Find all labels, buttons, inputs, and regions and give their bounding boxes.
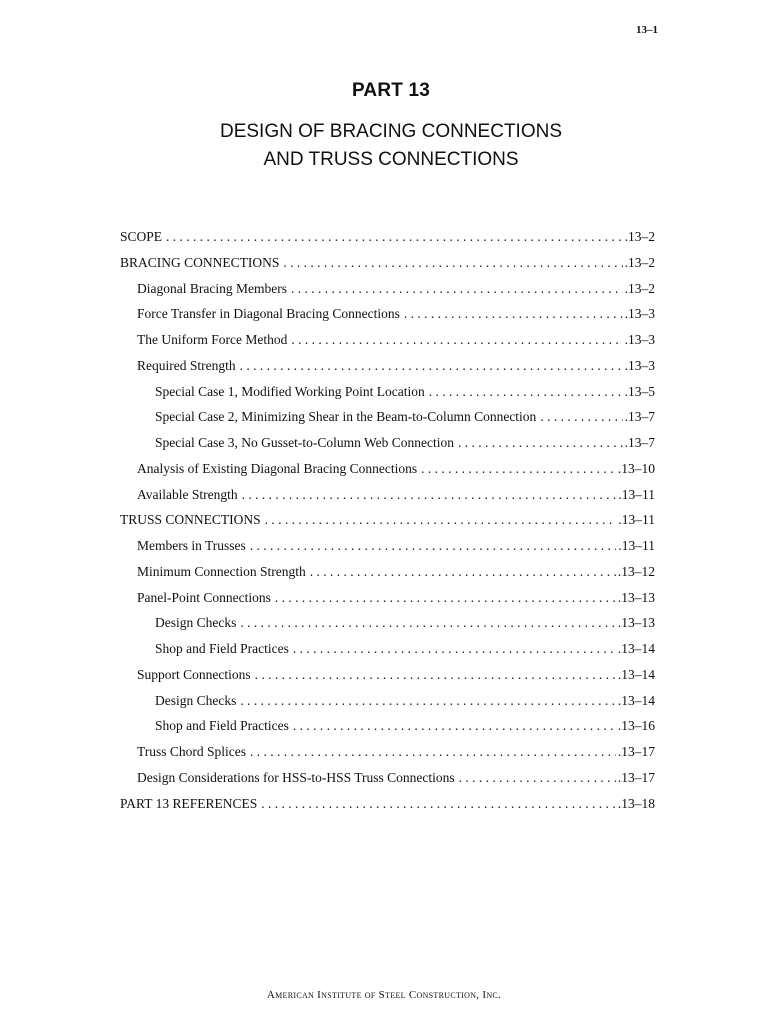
toc-dot-leader — [166, 229, 623, 245]
toc-entry-title: Special Case 1, Modified Working Point Location — [155, 383, 425, 399]
toc-entry — [120, 306, 655, 332]
toc-entry — [120, 487, 655, 513]
toc-entry — [120, 229, 655, 255]
toc-entry-page: .13–17 — [617, 744, 655, 759]
toc-dot-leader — [458, 435, 623, 451]
toc-entry-title: The Uniform Force Method — [137, 332, 288, 347]
toc-dot-leader — [242, 487, 617, 503]
toc-dot-leader — [255, 667, 616, 683]
toc-entry-title: Panel-Point Connections — [137, 589, 271, 605]
toc-entry-title: TRUSS CONNECTIONS — [120, 512, 261, 528]
toc-dot-leader — [459, 770, 616, 786]
toc-entry-title: Force Transfer in Diagonal Bracing Connections — [137, 306, 400, 322]
toc-entry-title: Support Connections — [137, 666, 251, 682]
toc-entry — [120, 512, 655, 538]
toc-entry-page: .13–2 — [624, 280, 655, 296]
toc-entry-title: Design Checks — [155, 692, 237, 708]
toc-dot-leader — [310, 564, 616, 580]
toc-entry-page: .13–2 — [624, 229, 655, 244]
toc-entry — [120, 358, 655, 384]
toc-entry-page: .13–17 — [617, 769, 655, 785]
toc-dot-leader — [421, 461, 616, 477]
toc-dot-leader — [275, 590, 616, 606]
toc-entry — [120, 255, 655, 281]
toc-entry-page: .13–16 — [617, 718, 655, 734]
toc-dot-leader — [283, 255, 622, 271]
toc-entry-page: .13–2 — [624, 254, 655, 270]
toc-entry — [120, 409, 655, 435]
toc-entry — [120, 667, 655, 693]
toc-dot-leader — [291, 281, 623, 297]
toc-entry-page: .13–7 — [624, 409, 655, 425]
toc-dot-leader — [250, 744, 616, 760]
toc-entry-title: PART 13 REFERENCES — [120, 795, 258, 811]
toc-entry — [120, 744, 655, 770]
toc-dot-leader — [261, 796, 616, 812]
toc-dot-leader — [291, 332, 622, 348]
toc-entry-title: Special Case 3, No Gusset-to-Column Web Connection — [155, 435, 454, 450]
toc-dot-leader — [293, 718, 616, 734]
toc-dot-leader — [250, 538, 617, 554]
toc-entry — [120, 384, 655, 410]
toc-entry-title: Minimum Connection Strength — [137, 563, 306, 579]
toc-entry-page: .13–3 — [624, 332, 655, 347]
toc-entry-title: Design Checks — [155, 615, 237, 631]
toc-entry-page: .13–13 — [617, 615, 655, 631]
toc-entry-title: Design Considerations for HSS-to-HSS Truss Connections — [137, 769, 455, 785]
toc-entry — [120, 564, 655, 590]
toc-dot-leader — [404, 306, 623, 322]
toc-entry-page: .13–11 — [618, 486, 655, 502]
toc-dot-leader — [240, 693, 616, 709]
toc-entry — [120, 770, 655, 796]
toc-entry — [120, 641, 655, 667]
part-title — [0, 118, 768, 174]
toc-entry-title: Shop and Field Practices — [155, 641, 289, 656]
toc-entry-page: .13–3 — [624, 357, 655, 373]
part-title-line-1: DESIGN OF BRACING CONNECTIONS — [219, 121, 563, 142]
toc-entry-page: .13–11 — [618, 538, 655, 553]
toc-entry-page: .13–14 — [617, 692, 655, 708]
toc-entry — [120, 590, 655, 616]
toc-entry — [120, 615, 655, 641]
table-of-contents — [120, 229, 655, 821]
toc-entry-title: Special Case 2, Minimizing Shear in the Beam-to-Column Connection — [155, 409, 537, 425]
toc-entry-title: Available Strength — [137, 486, 238, 502]
toc-dot-leader — [240, 615, 616, 631]
toc-entry-title: Diagonal Bracing Members — [137, 280, 287, 296]
toc-entry-page: .13–11 — [618, 512, 655, 528]
toc-entry-page: .13–18 — [617, 795, 655, 811]
toc-dot-leader — [429, 384, 623, 400]
part-title-line-2: AND TRUSS CONNECTIONS — [263, 149, 519, 170]
toc-entry — [120, 796, 655, 822]
toc-entry — [120, 718, 655, 744]
toc-entry-page: .13–14 — [617, 666, 655, 682]
toc-entry-page: .13–12 — [617, 563, 655, 579]
toc-entry-title: Analysis of Existing Diagonal Bracing Connections — [137, 460, 418, 476]
toc-entry — [120, 332, 655, 358]
toc-dot-leader — [240, 358, 623, 374]
toc-entry-page: .13–14 — [617, 641, 655, 656]
toc-entry-page: .13–3 — [624, 306, 655, 322]
toc-entry-title: BRACING CONNECTIONS — [120, 254, 280, 270]
toc-entry-title: Shop and Field Practices — [155, 718, 289, 734]
toc-entry-title: Members in Trusses — [137, 538, 246, 553]
toc-entry — [120, 461, 655, 487]
toc-entry-page: .13–10 — [617, 460, 655, 476]
toc-dot-leader — [265, 512, 617, 528]
part-heading: PART 13 — [351, 80, 431, 101]
toc-entry-title: Required Strength — [137, 357, 236, 373]
toc-entry — [120, 281, 655, 307]
toc-entry-page: .13–5 — [624, 383, 655, 399]
toc-entry-page: .13–13 — [617, 589, 655, 605]
toc-dot-leader — [540, 409, 622, 425]
toc-entry-page: .13–7 — [624, 435, 655, 450]
toc-entry — [120, 538, 655, 564]
toc-entry — [120, 693, 655, 719]
toc-dot-leader — [293, 641, 616, 657]
page-number: 13–1 — [636, 24, 658, 36]
publisher-footer: American Institute of Steel Construction, Inc. — [266, 989, 502, 1001]
toc-entry-title: SCOPE — [120, 229, 163, 244]
toc-entry — [120, 435, 655, 461]
toc-entry-title: Truss Chord Splices — [137, 744, 247, 759]
